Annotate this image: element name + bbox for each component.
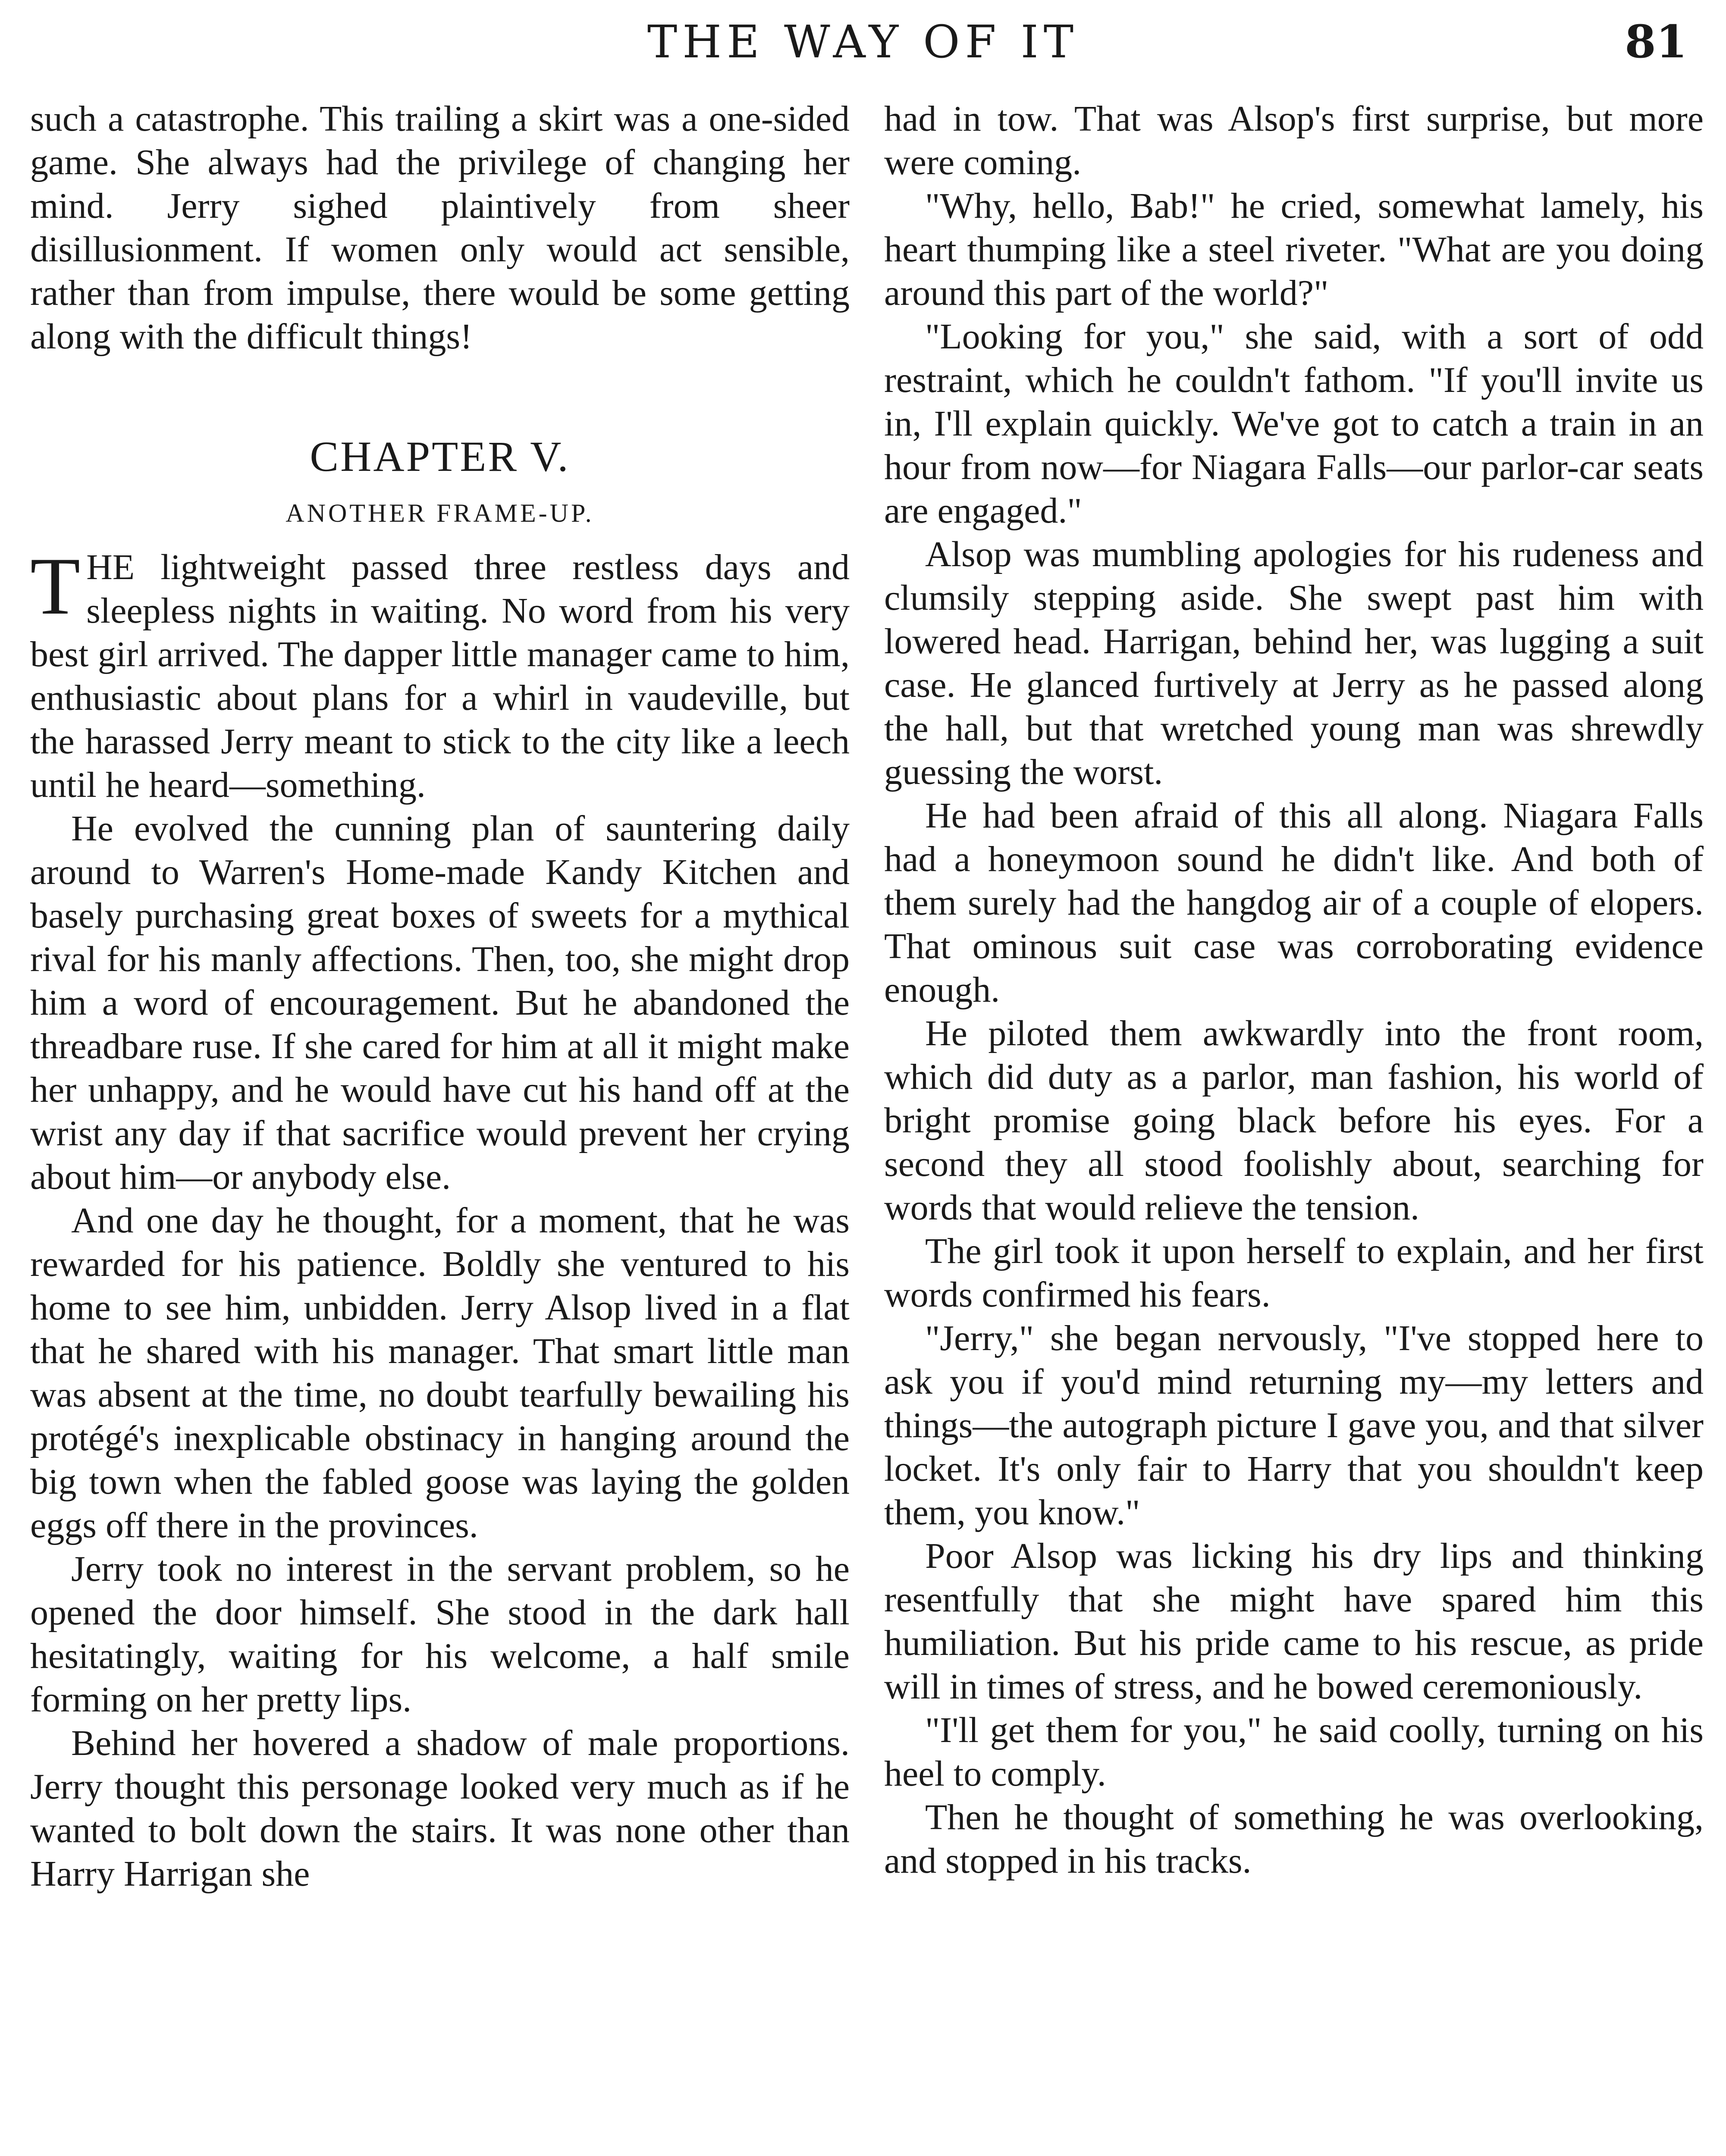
right-column (884, 97, 1704, 1883)
paragraph: The girl took it upon herself to explain, and her first words confirmed his fears. (884, 1231, 1704, 1315)
paragraph: "I'll get them for you," he said coolly, turning on his heel to comply. (884, 1710, 1704, 1794)
paragraph: Behind her hovered a shadow of male proportions. Jerry thought this personage looked very much as if he wanted to bolt down the stairs. It was none other than Harry Harrigan she (30, 1723, 850, 1894)
paragraph: Alsop was mumbling apologies for his rudeness and clumsily stepping aside. She swept past him with lowered head. Harrigan, behind her, was lugging a suit case. He glanced furtively at Jerry as he passed along the hall, but that wretched young man was shrewdly guessing the worst. (884, 534, 1704, 792)
paragraph: Then he thought of something he was overlooking, and stopped in his tracks. (884, 1797, 1704, 1881)
paragraph: Jerry took no interest in the servant problem, so he opened the door himself. She stood in the dark hall hesitatingly, waiting for his welcome, a half smile forming on her pretty lips. (30, 1549, 850, 1720)
running-head (26, 9, 1700, 74)
left-column (30, 97, 850, 1896)
paragraph: had in tow. That was Alsop's first surprise, but more were coming. (884, 99, 1704, 182)
paragraph: "Why, hello, Bab!" he cried, somewhat lamely, his heart thumping like a steel riveter. "What are you doing around this part of the world?" (884, 186, 1704, 313)
paragraph: Poor Alsop was licking his dry lips and thinking resentfully that she might have spared him this humiliation. But his pride came to his rescue, as pride will in times of stress, and he bowed ceremoniously. (884, 1536, 1704, 1707)
page-number: 81 (1625, 15, 1687, 68)
paragraph: such a catastrophe. This trailing a skirt was a one-sided game. She always had the privilege of changing her mind. Jerry sighed plaintively from sheer disillusionment. If women only would act sensible, rather than from impulse, there would be some getting along with the difficult things! (30, 99, 850, 357)
chapter-subtitle: ANOTHER FRAME-UP. (286, 499, 594, 527)
paragraph: He piloted them awkwardly into the front room, which did duty as a parlor, man fashion, his world of bright promise going black before his eyes. For a second they all stood foolishly about, searching for words that would relieve the tension. (884, 1013, 1704, 1228)
chapter-opening-paragraph (30, 541, 850, 807)
paragraph: He had been afraid of this all along. Niagara Falls had a honeymoon sound he didn't like. And both of them surely had the hangdog air of a couple of elopers. That ominous suit case was corroborating evidence enough. (884, 796, 1704, 1010)
paragraph: He evolved the cunning plan of sauntering daily around to Warren's Home-made Kandy Kitchen and basely purchasing great boxes of sweets for a mythical rival for his manly affections. Then, too, she might drop him a word of encouragement. But he abandoned the threadbare ruse. If she cared for him at all it might make her unhappy, and he would have cut his hand off at the wrist any day if that sacrifice would prevent her crying about him—or anybody else. (30, 808, 850, 1197)
chapter-title: CHAPTER V. (310, 432, 570, 480)
drop-cap: T (30, 541, 81, 632)
paragraph: And one day he thought, for a moment, that he was rewarded for his patience. Boldly she ventured to his home to see him, unbidden. Jerry Alsop lived in a flat that he shared with his manager. That smart little man was absent at the time, no doubt tearfully bewailing his protégé's inexplicable obstinacy in hanging around the big town when the fabled goose was laying the golden eggs off there in the provinces. (30, 1200, 850, 1545)
paragraph: "Jerry," she began nervously, "I've stopped here to ask you if you'd mind returning my—my letters and things—the autograph picture I gave you, and that silver locket. It's only fair to Harry that you shouldn't keep them, you know." (884, 1318, 1704, 1532)
chapter-opening-text: HE lightweight passed three restless days and sleepless nights in waiting. No word from his very best girl arrived. The dapper little manager came to him, enthusiastic about plans for a whirl in vaudeville, but the harassed Jerry meant to stick to the city like a leech until he heard—something. (30, 547, 850, 805)
running-title: THE WAY OF IT (647, 16, 1079, 68)
paragraph: "Looking for you," she said, with a sort of odd restraint, which he couldn't fathom. "If you'll invite us in, I'll explain quickly. We've got to catch a train in an hour from now—for Niagara Falls—our parlor-car seats are engaged." (884, 317, 1704, 531)
